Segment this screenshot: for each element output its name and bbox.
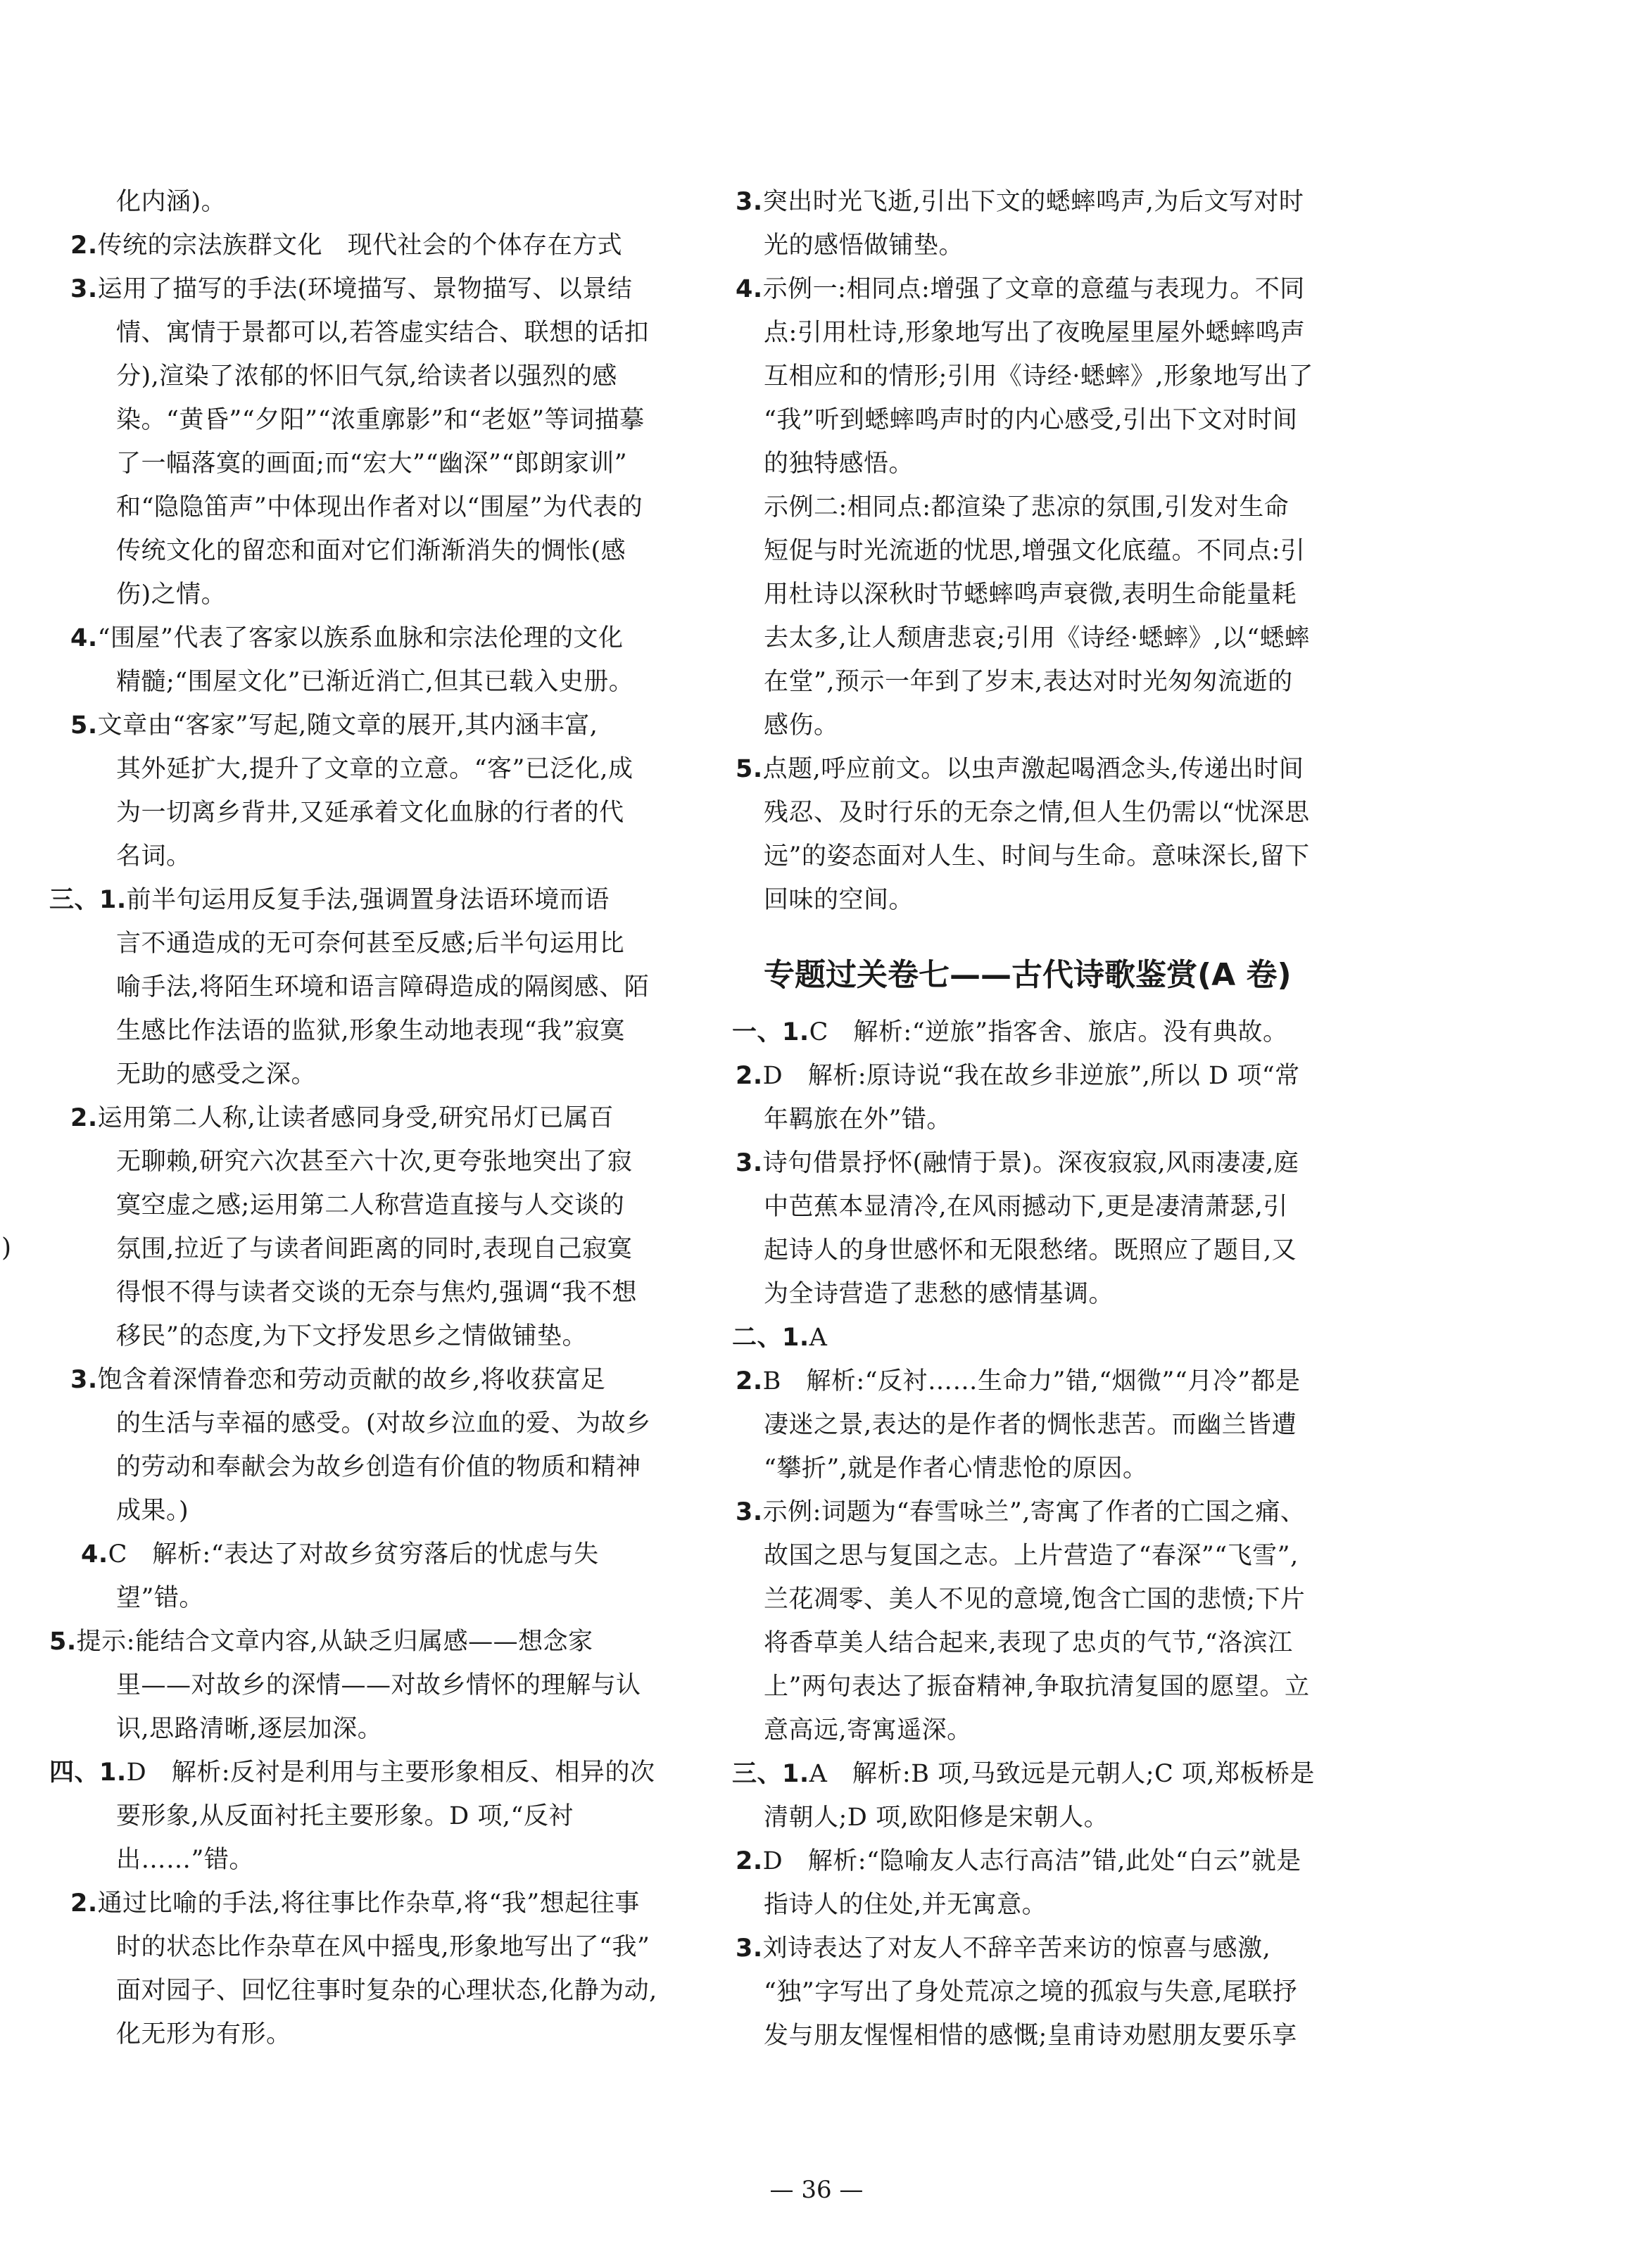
text-line xyxy=(70,230,622,261)
text-line xyxy=(116,317,649,348)
line-text: 年羁旅在外”错。 xyxy=(764,1106,952,1134)
line-text: 寞空虚之感;运用第二人称营造直接与人交谈的 xyxy=(116,1191,625,1219)
item-number: 3. xyxy=(736,1149,763,1177)
text-line xyxy=(116,492,643,523)
text-line xyxy=(764,1104,952,1135)
item-number: 2. xyxy=(736,1847,763,1875)
line-text: 残忍、及时行乐的无奈之情,但人生仍需以“忧深思 xyxy=(764,799,1310,827)
item-number: 2. xyxy=(70,232,98,260)
item-number: 2. xyxy=(736,1062,763,1090)
text-line xyxy=(116,1583,204,1614)
text-line xyxy=(764,1628,1293,1659)
item-number: 2. xyxy=(70,1104,98,1132)
text-line xyxy=(116,666,633,697)
line-text: 无聊赖,研究六次甚至六十次,更夸张地突出了寂 xyxy=(116,1148,633,1176)
item-number: 2. xyxy=(70,1889,98,1918)
line-text: B 解析:“反衬……生命力”错,“烟微”“月冷”都是 xyxy=(762,1367,1301,1395)
text-line xyxy=(764,1409,1297,1440)
line-text: “我”听到蟋蟀鸣声时的内心感受,引出下文对时间 xyxy=(764,406,1298,434)
line-text: 发与朋友惺惺相惜的感慨;皇甫诗劝慰朋友要乐享 xyxy=(764,2022,1297,2050)
line-text: 成果。) xyxy=(116,1497,189,1525)
line-text: 生感比作法语的监狱,形象生动地表现“我”寂寞 xyxy=(116,1017,625,1045)
item-number: 四、1. xyxy=(49,1759,127,1787)
text-line xyxy=(764,666,1293,697)
line-text: 示例二:相同点:都渲染了悲凉的氛围,引发对生命 xyxy=(764,493,1290,521)
line-text: 点:引用杜诗,形象地写出了夜晚屋里屋外蟋蟀鸣声 xyxy=(764,319,1306,347)
line-text: 凄迷之景,表达的是作者的惆怅悲苦。而幽兰皆遭 xyxy=(764,1411,1297,1439)
text-line xyxy=(49,1757,655,1788)
line-text: 短促与时光流逝的忧思,增强文化底蕴。不同点:引 xyxy=(764,537,1306,565)
item-number: 4. xyxy=(81,1540,108,1569)
text-line xyxy=(116,1277,637,1308)
line-text: 突出时光飞逝,引出下文的蟋蟀鸣声,为后文写对时 xyxy=(762,188,1304,216)
line-text: D 解析:反衬是利用与主要形象相反、相异的次 xyxy=(126,1759,655,1787)
text-line xyxy=(736,1366,1301,1397)
text-line xyxy=(116,928,624,959)
line-text: 提示:能结合文章内容,从缺乏归属感——想念家 xyxy=(76,1628,593,1656)
text-line xyxy=(764,710,839,741)
line-text: 的生活与幸福的感受。(对故乡泣血的爱、为故乡 xyxy=(116,1409,651,1438)
line-text: 精髓;“围屋文化”已渐近消亡,但其已载入史册。 xyxy=(116,668,634,696)
line-text: 光的感悟做铺垫。 xyxy=(764,232,964,260)
line-text: 得恨不得与读者交谈的无奈与焦灼,强调“我不想 xyxy=(116,1279,638,1307)
line-text: 里——对故乡的深情——对故乡情怀的理解与认 xyxy=(116,1671,641,1699)
text-line xyxy=(764,797,1310,828)
text-line xyxy=(764,1802,1109,1833)
text-line xyxy=(116,1408,651,1439)
text-line xyxy=(116,579,226,610)
text-line xyxy=(764,885,914,916)
text-line xyxy=(736,186,1304,217)
text-line xyxy=(764,1540,1299,1571)
text-line xyxy=(116,405,645,436)
line-text: 面对园子、回忆往事时复杂的心理状态,化静为动, xyxy=(116,1977,657,2005)
line-text: D 解析:“隐喻友人志行高洁”错,此处“白云”就是 xyxy=(762,1847,1301,1875)
line-text: 的劳动和奉献会为故乡创造有价值的物质和精神 xyxy=(116,1453,641,1481)
line-text: 运用第二人称,让读者感同身受,研究吊灯已属百 xyxy=(97,1104,614,1132)
item-number: 5. xyxy=(736,755,763,783)
text-line xyxy=(81,1539,599,1570)
line-text: 在堂”,预示一年到了岁末,表达对时光匆匆流逝的 xyxy=(764,668,1293,696)
item-number: 一、1. xyxy=(732,1018,809,1046)
text-line xyxy=(764,1715,972,1746)
text-line xyxy=(116,1670,641,1701)
text-line xyxy=(116,1059,316,1090)
line-text: 示例:词题为“春雪咏兰”,寄寓了作者的亡国之痛、 xyxy=(762,1498,1306,1526)
text-line xyxy=(764,317,1305,348)
line-text: D 解析:原诗说“我在故乡非逆旅”,所以 D 项“常 xyxy=(762,1062,1300,1090)
item-number: 三、1. xyxy=(732,1760,809,1788)
text-line xyxy=(116,186,226,217)
line-text: C 解析:“逆旅”指客舍、旅店。没有典故。 xyxy=(809,1018,1288,1046)
item-number: 三、1. xyxy=(49,886,127,914)
text-line xyxy=(70,1103,614,1134)
item-number: 3. xyxy=(736,1934,763,1963)
text-line xyxy=(116,1452,641,1483)
text-line xyxy=(736,274,1305,305)
line-text: 喻手法,将陌生环境和语言障碍造成的隔阂感、陌 xyxy=(116,973,650,1001)
line-text: 为一切离乡背井,又延承着文化血脉的行者的代 xyxy=(116,799,624,827)
item-number: 4. xyxy=(736,275,763,303)
line-text: 的独特感悟。 xyxy=(764,450,914,478)
line-text: 化内涵)。 xyxy=(116,188,227,216)
text-line xyxy=(736,1060,1300,1091)
line-text: 去太多,让人颓唐悲哀;引用《诗经·蟋蟀》,以“蟋蟀 xyxy=(764,624,1310,652)
text-line xyxy=(116,1932,650,1963)
text-line xyxy=(116,536,626,566)
line-text: 感伤。 xyxy=(764,711,839,740)
line-text: 名词。 xyxy=(116,842,191,870)
text-line xyxy=(764,492,1289,523)
text-line xyxy=(764,230,964,261)
page-number: — 36 — xyxy=(769,2176,864,2204)
text-line xyxy=(764,448,914,479)
text-line xyxy=(764,1279,1114,1310)
item-number: 3. xyxy=(736,188,763,216)
line-text: 为全诗营造了悲愁的感情基调。 xyxy=(764,1280,1114,1308)
line-text: 上”两句表达了振奋精神,争取抗清复国的愿望。立 xyxy=(764,1673,1310,1701)
line-text: 清朝人;D 项,欧阳修是宋朝人。 xyxy=(764,1804,1109,1832)
text-line xyxy=(116,754,633,785)
line-text: 远”的姿态面对人生、时间与生命。意味深长,留下 xyxy=(764,842,1310,870)
line-text: 望”错。 xyxy=(116,1584,204,1612)
text-line xyxy=(764,623,1310,654)
text-line xyxy=(764,1671,1310,1702)
line-text: 回味的空间。 xyxy=(764,886,914,914)
line-text: A 解析:B 项,马致远是元朝人;C 项,郑板桥是 xyxy=(809,1760,1316,1788)
text-line xyxy=(764,405,1297,436)
line-text: 染。“黄昏”“夕阳”“浓重廓影”和“老妪”等词描摹 xyxy=(116,406,645,434)
text-line xyxy=(732,1759,1315,1789)
line-text: 用杜诗以深秋时节蟋蟀鸣声衰微,表明生命能量耗 xyxy=(764,581,1297,609)
text-line xyxy=(764,1977,1297,2008)
line-text: 通过比喻的手法,将往事比作杂草,将“我”想起往事 xyxy=(97,1889,640,1918)
line-text: 前半句运用反复手法,强调置身法语环境而语 xyxy=(126,886,610,914)
text-line xyxy=(116,448,627,479)
text-line xyxy=(116,797,624,828)
line-text: 了一幅落寞的画面;而“宏大”“幽深”“郎朗家训” xyxy=(116,450,628,478)
line-text: 伤)之情。 xyxy=(116,581,227,609)
text-line xyxy=(116,1495,189,1526)
text-line xyxy=(764,361,1313,392)
item-number: 3. xyxy=(70,275,98,303)
text-line xyxy=(736,1933,1271,1964)
line-text: 意高远,寄寓遥深。 xyxy=(764,1716,972,1744)
line-text: 文章由“客家”写起,随文章的展开,其内涵丰富, xyxy=(97,711,598,740)
text-line xyxy=(116,1844,254,1875)
line-text: 传统文化的留恋和面对它们渐渐消失的惆怅(感 xyxy=(116,537,626,565)
text-line xyxy=(49,885,610,916)
item-number: 2. xyxy=(736,1367,763,1395)
text-line xyxy=(764,579,1297,610)
text-line xyxy=(736,1497,1305,1528)
item-number: 二、1. xyxy=(732,1324,809,1352)
line-text: “攀折”,就是作者心情悲怆的原因。 xyxy=(764,1455,1148,1483)
line-text: “独”字写出了身处荒凉之境的孤寂与失意,尾联抒 xyxy=(764,1978,1298,2006)
text-line xyxy=(116,361,617,392)
item-number: 5. xyxy=(70,711,98,740)
line-text: A xyxy=(809,1324,828,1352)
line-text: 运用了描写的手法(环境描写、景物描写、以景结 xyxy=(97,275,633,303)
text-line xyxy=(116,2019,291,2050)
text-line xyxy=(116,1015,625,1046)
text-line xyxy=(764,2020,1297,2051)
text-line xyxy=(764,1191,1288,1222)
item-number: 3. xyxy=(736,1498,763,1526)
line-text: 互相应和的情形;引用《诗经·蟋蟀》,形象地写出了 xyxy=(764,362,1314,391)
text-line xyxy=(736,754,1304,785)
item-number: 5. xyxy=(49,1628,77,1656)
line-text: 识,思路清晰,逐层加深。 xyxy=(116,1715,383,1743)
text-line xyxy=(49,1626,593,1657)
text-line xyxy=(732,1322,827,1353)
text-line xyxy=(116,1713,382,1744)
line-text: 言不通造成的无可奈何甚至反感;后半句运用比 xyxy=(116,930,625,958)
text-line xyxy=(70,274,632,305)
item-number: 4. xyxy=(70,624,98,652)
line-text: 分),渲染了浓郁的怀旧气氛,给读者以强烈的感 xyxy=(116,362,617,391)
text-line xyxy=(764,1889,1047,1920)
line-text: 时的状态比作杂草在风中摇曳,形象地写出了“我” xyxy=(116,1933,650,1961)
text-line xyxy=(116,972,649,1003)
line-text: 无助的感受之深。 xyxy=(116,1060,317,1089)
line-text: “围屋”代表了客家以族系血脉和宗法伦理的文化 xyxy=(97,624,624,652)
text-line xyxy=(764,536,1305,566)
line-text: 饱含着深情眷恋和劳动贡献的故乡,将收获富足 xyxy=(97,1366,606,1394)
line-text: 点题,呼应前文。以虫声激起喝酒念头,传递出时间 xyxy=(762,755,1304,783)
edge-mark: ) xyxy=(1,1234,12,1262)
line-text: C 解析:“表达了对故乡贫穷落后的忧虑与失 xyxy=(108,1540,599,1569)
line-text: 将香草美人结合起来,表现了忠贞的气节,“洛滨江 xyxy=(764,1629,1293,1657)
text-line xyxy=(116,1801,574,1832)
text-line xyxy=(764,841,1310,872)
text-line xyxy=(116,1190,624,1221)
line-text: 指诗人的住处,并无寓意。 xyxy=(764,1891,1047,1919)
text-line xyxy=(70,1364,605,1395)
text-line xyxy=(732,1017,1288,1048)
text-line xyxy=(764,1584,1305,1615)
text-line xyxy=(70,623,623,654)
line-text: 示例一:相同点:增强了文章的意蕴与表现力。不同 xyxy=(762,275,1305,303)
line-text: 兰花凋零、美人不见的意境,饱含亡国的悲愤;下片 xyxy=(764,1585,1306,1614)
line-text: 要形象,从反面衬托主要形象。D 项,“反衬 xyxy=(116,1802,574,1830)
line-text: 传统的宗法族群文化 现代社会的个体存在方式 xyxy=(97,232,623,260)
line-text: 氛围,拉近了与读者间距离的同时,表现自己寂寞 xyxy=(116,1235,633,1263)
text-line xyxy=(70,1888,640,1919)
text-line xyxy=(116,841,191,872)
section-title: 专题过关卷七——古代诗歌鉴赏(A 卷) xyxy=(764,957,1292,993)
text-line xyxy=(70,710,598,741)
line-text: 中芭蕉本显清冷,在风雨撼动下,更是凄清萧瑟,引 xyxy=(764,1193,1288,1221)
line-text: 刘诗表达了对友人不辞辛苦来访的惊喜与感激, xyxy=(762,1934,1271,1963)
text-line xyxy=(116,1975,657,2006)
item-number: 3. xyxy=(70,1366,98,1394)
text-line xyxy=(116,1146,632,1177)
line-text: 和“隐隐笛声”中体现出作者对以“围屋”为代表的 xyxy=(116,493,643,521)
line-text: 情、寓情于景都可以,若答虚实结合、联想的话扣 xyxy=(116,319,650,347)
line-text: 起诗人的身世感怀和无限愁绪。既照应了题目,又 xyxy=(764,1236,1297,1265)
line-text: 出……”错。 xyxy=(116,1846,254,1874)
text-line xyxy=(736,1846,1301,1877)
line-text: 化无形为有形。 xyxy=(116,2020,291,2048)
line-text: 诗句借景抒怀(融情于景)。深夜寂寂,风雨凄凄,庭 xyxy=(762,1149,1299,1177)
line-text: 故国之思与复国之志。上片营造了“春深”“飞雪”, xyxy=(764,1542,1299,1570)
line-text: 其外延扩大,提升了文章的立意。“客”已泛化,成 xyxy=(116,755,633,783)
line-text: 移民”的态度,为下文抒发思乡之情做铺垫。 xyxy=(116,1322,588,1350)
text-line xyxy=(116,1234,632,1265)
text-line xyxy=(764,1453,1147,1484)
text-line xyxy=(736,1148,1299,1179)
text-line xyxy=(116,1321,587,1352)
text-line xyxy=(764,1235,1297,1266)
